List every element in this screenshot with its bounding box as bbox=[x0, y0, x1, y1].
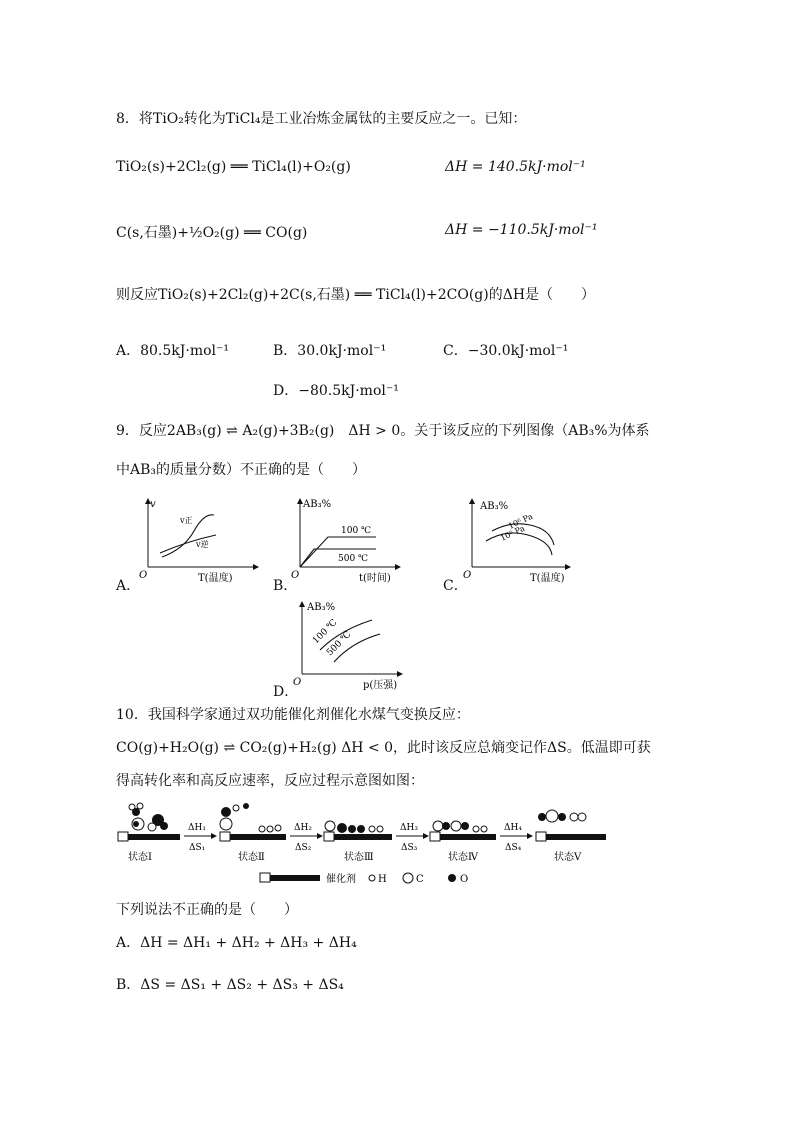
q10-state-1 bbox=[118, 803, 180, 863]
q9-graph-d-origin: O bbox=[293, 677, 302, 688]
q9-graph-c-curve2-label: 10⁵ Pa bbox=[499, 523, 527, 543]
q9-graph-a bbox=[136, 495, 266, 590]
q10-state-5-label: 状态Ⅴ bbox=[554, 852, 582, 863]
q10-stem: 10．我国科学家通过双功能催化剂催化水煤气变换反应： bbox=[116, 707, 470, 723]
q10-step-1-ds: ΔS₁ bbox=[189, 843, 206, 853]
q9-graph-a-xlabel: T(温度) bbox=[198, 573, 233, 584]
q9-graph-c-curve1-label: 10⁶ Pa bbox=[507, 511, 535, 531]
q10-state-4 bbox=[430, 821, 496, 863]
q9-graph-c-origin: O bbox=[463, 570, 472, 581]
q10-state-1-label: 状态Ⅰ bbox=[128, 852, 152, 863]
q8-stem: 8．将TiO₂转化为TiCl₄是工业冶炼金属钛的主要反应之一。已知： bbox=[116, 111, 527, 127]
q10-state-2 bbox=[220, 803, 286, 863]
q9-graph-b-origin: O bbox=[291, 570, 300, 581]
q10-reaction-diagram bbox=[112, 796, 612, 890]
q9-graph-d bbox=[290, 598, 410, 693]
q9-graph-a-curve1-label: v正 bbox=[180, 516, 193, 525]
q9-label-b[interactable]: B． bbox=[273, 578, 298, 594]
q10-step-4-dh: ΔH₄ bbox=[504, 823, 522, 833]
q8-dh-1: ΔH = 140.5kJ·mol⁻¹ bbox=[445, 159, 586, 175]
q10-question: 下列说法不正确的是（ ） bbox=[116, 902, 298, 918]
q8-option-b[interactable]: B．30.0kJ·mol⁻¹ bbox=[273, 343, 387, 359]
q10-legend-catalyst: 催化剂 bbox=[326, 874, 356, 885]
q10-state-3-label: 状态Ⅲ bbox=[344, 852, 374, 863]
q10-option-b[interactable]: B．ΔS = ΔS₁ + ΔS₂ + ΔS₃ + ΔS₄ bbox=[116, 977, 344, 993]
q10-state-2-label: 状态Ⅱ bbox=[238, 852, 265, 863]
q10-legend-h: H bbox=[378, 874, 387, 885]
q10-stem-3: 得高转化率和高反应速率，反应过程示意图如图： bbox=[116, 773, 424, 789]
q10-step-2-ds: ΔS₂ bbox=[295, 843, 312, 853]
q9-graph-b-curve2-label: 500 ℃ bbox=[338, 554, 369, 564]
q9-graph-a-curve2-label: v逆 bbox=[196, 540, 209, 549]
q10-state-4-label: 状态Ⅳ bbox=[448, 852, 478, 863]
q10-legend-o: O bbox=[460, 874, 469, 885]
q9-graph-d-ylabel: AB₃% bbox=[307, 602, 336, 613]
q9-graph-d-curve1-label: 100 ℃ bbox=[311, 617, 340, 647]
q9-stem: 9．反应2AB₃(g) ⇌ A₂(g)+3B₂(g) ΔH > 0。关于该反应的下列图像（AB₃%为体系 bbox=[116, 423, 650, 439]
q10-legend bbox=[260, 872, 468, 885]
q9-graph-c-curve-low bbox=[486, 533, 552, 555]
q10-option-a[interactable]: A．ΔH = ΔH₁ + ΔH₂ + ΔH₃ + ΔH₄ bbox=[116, 935, 357, 951]
q8-option-a[interactable]: A．80.5kJ·mol⁻¹ bbox=[116, 343, 230, 359]
q10-legend-c: C bbox=[416, 874, 424, 885]
q9-label-a[interactable]: A． bbox=[116, 578, 141, 594]
q9-graph-c-ylabel: AB₃% bbox=[480, 501, 509, 512]
q10-state-5 bbox=[536, 810, 606, 863]
q9-graph-c-xlabel: T(温度) bbox=[530, 573, 565, 584]
q9-graph-d-curve2-label: 500 ℃ bbox=[325, 629, 354, 659]
q10-step-3-dh: ΔH₃ bbox=[400, 823, 418, 833]
q9-graph-d-xlabel: p(压强) bbox=[363, 680, 398, 691]
q9-graph-b-curve1-label: 100 ℃ bbox=[341, 526, 372, 536]
q8-equation-1: TiO₂(s)+2Cl₂(g) ══ TiCl₄(l)+O₂(g) bbox=[116, 159, 351, 175]
q9-stem-2: 中AB₃的质量分数）不正确的是（ ） bbox=[116, 462, 367, 478]
q9-graph-c bbox=[458, 495, 578, 590]
q9-graph-b-ylabel: AB₃% bbox=[303, 499, 332, 510]
q8-equation-2: C(s,石墨)+½O₂(g) ══ CO(g) bbox=[116, 225, 308, 241]
q10-step-2-dh: ΔH₂ bbox=[294, 823, 312, 833]
q9-label-c[interactable]: C． bbox=[443, 578, 468, 594]
q10-step-3-ds: ΔS₃ bbox=[401, 843, 418, 853]
q8-dh-2: ΔH = −110.5kJ·mol⁻¹ bbox=[445, 222, 598, 238]
q10-state-3 bbox=[324, 821, 392, 863]
q8-option-c[interactable]: C．−30.0kJ·mol⁻¹ bbox=[443, 343, 569, 359]
q10-stem-2: CO(g)+H₂O(g) ⇌ CO₂(g)+H₂(g) ΔH < 0，此时该反应总熵变记作ΔS。低温即可获 bbox=[116, 740, 651, 756]
q10-step-1-dh: ΔH₁ bbox=[188, 823, 206, 833]
q10-step-4-ds: ΔS₄ bbox=[505, 843, 522, 853]
q8-question: 则反应TiO₂(s)+2Cl₂(g)+2C(s,石墨) ══ TiCl₄(l)+2CO(g)的ΔH是（ ） bbox=[116, 287, 596, 303]
q9-graph-b bbox=[288, 495, 408, 590]
q9-graph-a-ylabel: v bbox=[150, 499, 156, 510]
q8-option-d[interactable]: D．−80.5kJ·mol⁻¹ bbox=[273, 383, 399, 399]
q9-label-d[interactable]: D． bbox=[273, 684, 299, 700]
q9-graph-a-origin: O bbox=[139, 570, 148, 581]
q9-graph-b-xlabel: t(时间) bbox=[359, 573, 391, 584]
